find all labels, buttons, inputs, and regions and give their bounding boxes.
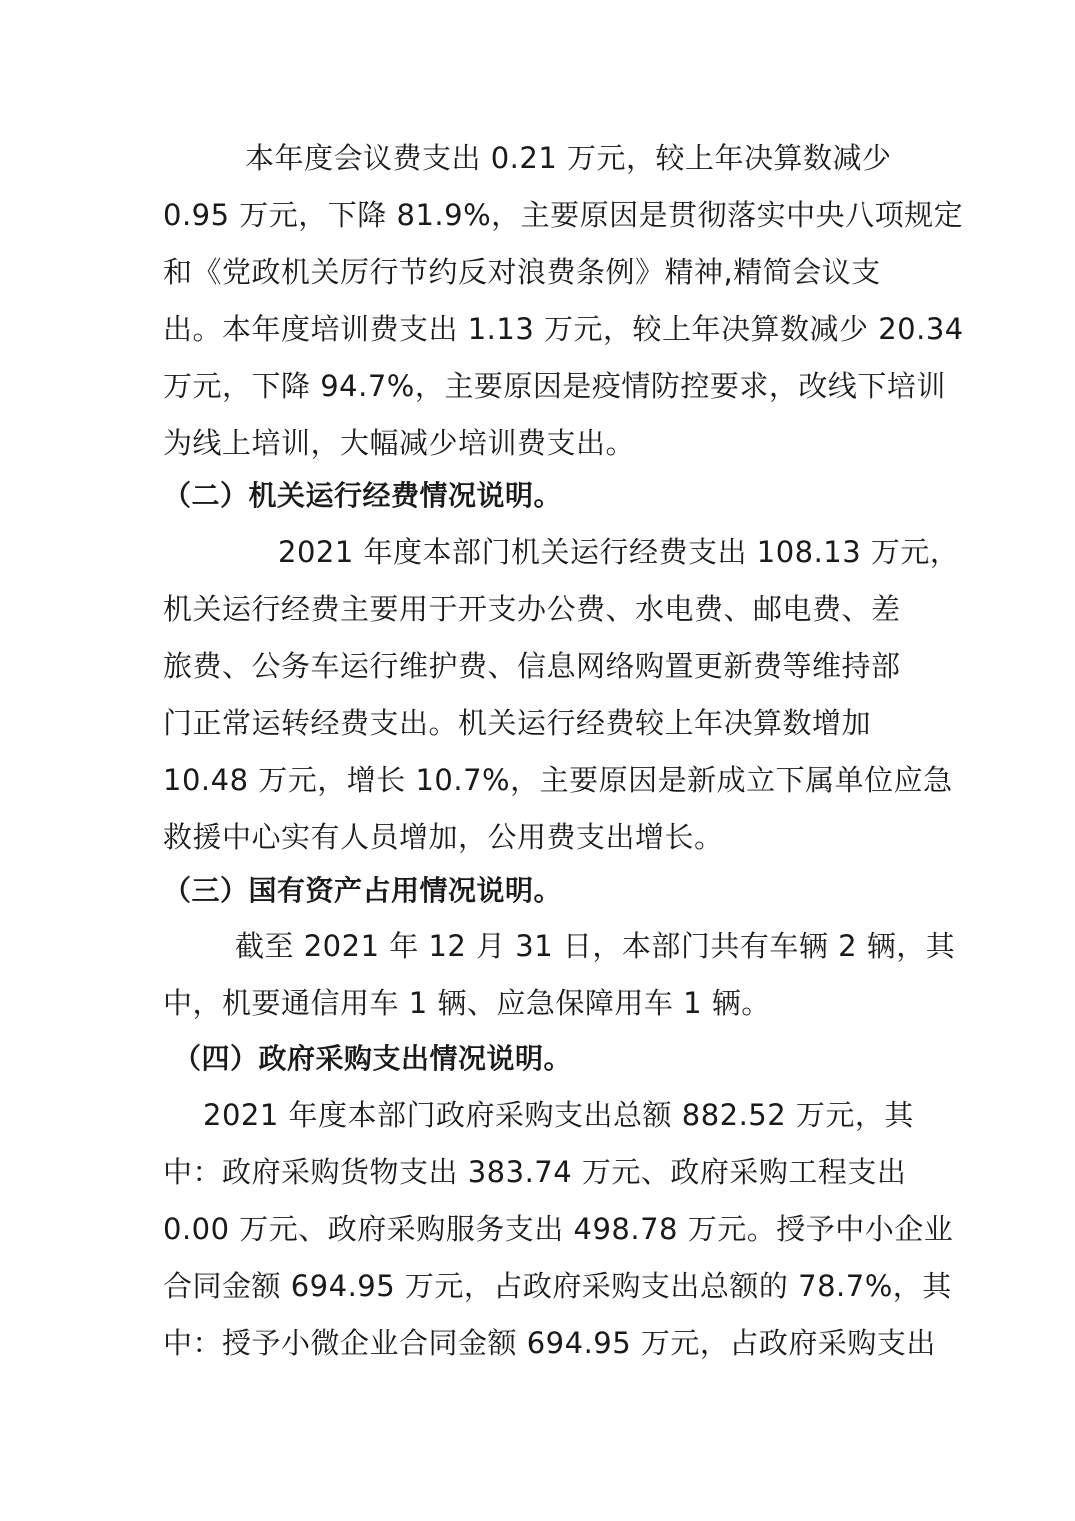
paragraph-line: 10.48 万元，增长 10.7%，主要原因是新成立下属单位应急 (163, 763, 953, 797)
paragraph-line: 中：授予小微企业合同金额 694.95 万元，占政府采购支出 (163, 1326, 936, 1360)
paragraph-line: 和《党政机关厉行节约反对浪费条例》精神,精简会议支 (163, 255, 881, 289)
paragraph-line: 合同金额 694.95 万元，占政府采购支出总额的 78.7%，其 (163, 1269, 952, 1303)
section-heading: （二）机关运行经费情况说明。 (163, 479, 563, 512)
paragraph-line: 中，机要通信用车 1 辆、应急保障用车 1 辆。 (163, 986, 771, 1020)
section-heading: （三）国有资产占用情况说明。 (163, 874, 563, 907)
paragraph-line: 出。本年度培训费支出 1.13 万元，较上年决算数减少 20.34 (163, 312, 964, 346)
paragraph-line: 万元，下降 94.7%，主要原因是疫情防控要求，改线下培训 (163, 369, 946, 403)
section-heading: （四）政府采购支出情况说明。 (173, 1042, 573, 1075)
paragraph-line: 2021 年度本部门机关运行经费支出 108.13 万元， (278, 535, 960, 569)
paragraph-line: 2021 年度本部门政府采购支出总额 882.52 万元，其 (203, 1098, 914, 1132)
paragraph-line: 截至 2021 年 12 月 31 日，本部门共有车辆 2 辆，其 (235, 929, 956, 963)
paragraph-line: 本年度会议费支出 0.21 万元，较上年决算数减少 (245, 141, 892, 175)
paragraph-line: 救援中心实有人员增加，公用费支出增长。 (163, 820, 724, 854)
paragraph-line: 机关运行经费主要用于开支办公费、水电费、邮电费、差 (163, 592, 901, 626)
paragraph-line: 0.95 万元，下降 81.9%，主要原因是贯彻落实中央八项规定 (163, 198, 964, 232)
paragraph-line: 旅费、公务车运行维护费、信息网络购置更新费等维持部 (163, 649, 901, 683)
paragraph-line: 0.00 万元、政府采购服务支出 498.78 万元。授予中小企业 (163, 1212, 954, 1246)
paragraph-line: 门正常运转经费支出。机关运行经费较上年决算数增加 (163, 706, 872, 740)
paragraph-line: 为线上培训，大幅减少培训费支出。 (163, 426, 636, 460)
paragraph-line: 中：政府采购货物支出 383.74 万元、政府采购工程支出 (163, 1155, 907, 1189)
